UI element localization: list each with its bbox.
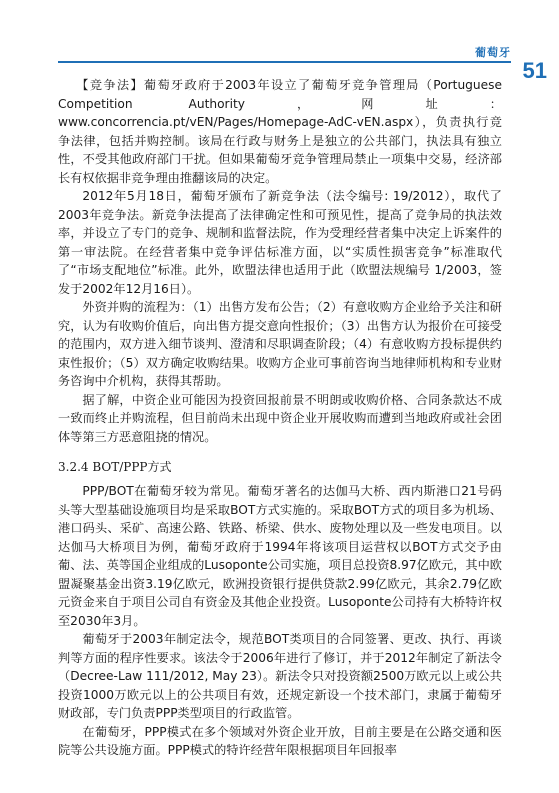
page-number: 51 <box>522 58 547 83</box>
page-body <box>58 76 502 760</box>
section-heading: 3.2.4 BOT/PPP方式 <box>58 460 172 474</box>
ppp-fields-paragraph: 在葡萄牙，PPP模式在多个领域对外资企业开放，目前主要是在公路交通和医院等公共设施方面。PPP模式的特许经营年限根据项目年回报率 <box>58 724 502 757</box>
page-header <box>0 0 559 83</box>
merger-process-paragraph: 外资并购的流程为：（1）出售方发布公告；（2）有意收购方企业给予关注和研究，认为有收购价值后，向出售方提交意向性报价；（3）出售方认为报价在可接受的范围内，双方进入细节谈判、澄清和尽职调查阶段；（4）有意收购方投标提供约束性报价；（5）双方确定收购结果。收购方企业可事前咨询当地律师机构和专业财务咨询中介机构，获得其帮助。 <box>58 300 502 388</box>
bot-legislation-paragraph: 葡萄牙于2003年制定法令，规范BOT类项目的合同签署、更改、执行、再谈判等方面的程序性要求。该法令于2006年进行了修订，并于2012年制定了新法令（Decree-Law 111/2012, May 23）。新法令只对投资额2500万欧元以上或公共投资1000万欧元以上的公共项目有效，还规定新设一个技术部门，隶属于葡萄牙财政部，专门负责PPP类型项目的行政监管。 <box>58 632 502 720</box>
merger-cases-paragraph: 据了解，中资企业可能因为投资回报前景不明朗或收购价格、合同条款达不成一致而终止并购流程，但目前尚未出现中资企业开展收购而遭到当地政府或社会团体等第三方恶意阻挠的情况。 <box>58 392 502 444</box>
new-competition-law-paragraph: 2012年5月18日，葡萄牙颁布了新竞争法（法令编号: 19/2012），取代了2003年竞争法。新竞争法提高了法律确定性和可预见性，提高了竞争局的执法效率，并设立了专门的竞争、规制和监督法院，作为受理经营者集中决定上诉案件的第一审法院。在经营者集中竞争评估标准方面，以“实质性损害竞争”标准取代了“市场支配地位”标准。此外，欧盟法律也适用于此（欧盟法规编号 1/2003，签发于2002年12月16日）。 <box>58 189 502 296</box>
competition-law-paragraph: 【竞争法】葡萄牙政府于2003年设立了葡萄牙竞争管理局（Portuguese Competition Authority，网址：www.concorrencia.pt/vEN/Pages/Homepage-AdC-vEN.aspx），负责执行竞争法律，包括并购控制。该局在行政与财务上是独立的公共部门，执法具有独立性，不受其他政府部门干扰。但如果葡萄牙竞争管理局禁止一项集中交易，经济部长有权依据非竞争理由推翻该局的决定。 <box>58 78 502 185</box>
header-rule <box>58 61 511 63</box>
bot-ppp-overview-paragraph: PPP/BOT在葡萄牙较为常见。葡萄牙著名的达伽马大桥、西内斯港口21号码头等大型基础设施项目均是采取BOT方式实施的。采取BOT方式的项目多为机场、港口码头、采矿、高速公路、铁路、桥梁、供水、废物处理以及一些发电项目。以达伽马大桥项目为例，葡萄牙政府于1994年将该项目运营权以BOT方式交予由葡、法、英等国企业组成的Lusoponte公司实施，项目总投资8.97亿欧元，其中欧盟凝聚基金出资3.19亿欧元，欧洲投资银行提供贷款2.99亿欧元，其余2.79亿欧元资金来自于项目公司自有资金及其他企业投资。Lusoponte公司持有大桥特许权至2030年3月。 <box>58 484 502 628</box>
running-title: 葡萄牙 <box>475 46 511 59</box>
